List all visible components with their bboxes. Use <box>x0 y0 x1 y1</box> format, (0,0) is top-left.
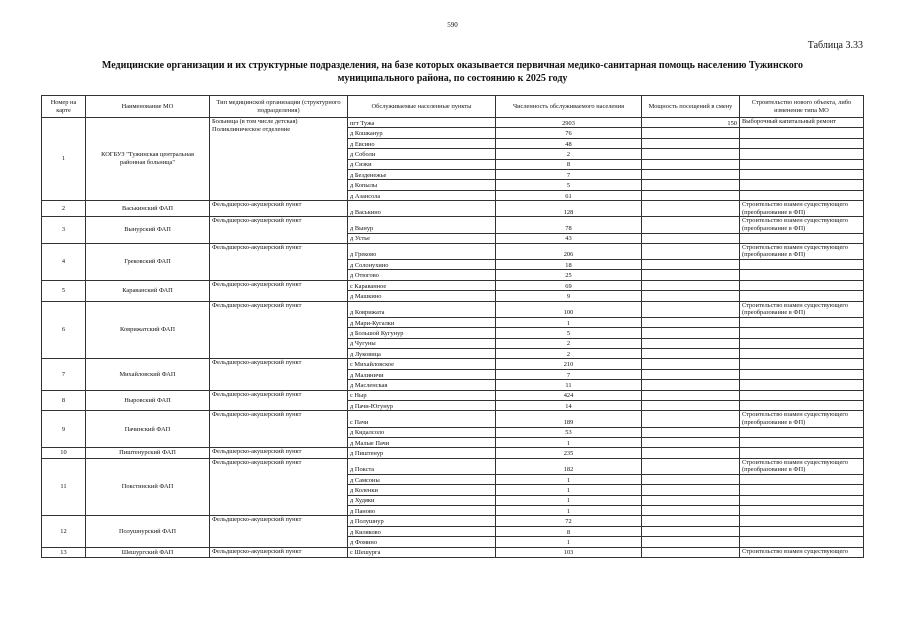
population-cell: 2 <box>496 149 642 159</box>
organization-type: Фельдшерско-акушерский пункт <box>210 411 348 448</box>
group-number: 8 <box>42 390 86 411</box>
construction-cell <box>740 448 864 458</box>
col-header-construction: Строительство нового объекта, либо изменение типа МО <box>740 96 864 118</box>
table-row <box>42 201 864 217</box>
settlement-cell: д Солонухино <box>348 260 496 270</box>
construction-cell: Строительство взамен существующего (преобразование в ФП) <box>740 411 864 427</box>
population-cell: 7 <box>496 369 642 379</box>
settlement-cell: с Михайловское <box>348 359 496 369</box>
capacity-cell <box>642 190 740 200</box>
settlement-cell: д Евсино <box>348 138 496 148</box>
settlement-cell: д Копылы <box>348 180 496 190</box>
group-number: 11 <box>42 458 86 516</box>
table-row <box>42 301 864 317</box>
settlement-cell: д Малые Пачи <box>348 437 496 447</box>
capacity-cell <box>642 328 740 338</box>
capacity-cell <box>642 526 740 536</box>
settlement-cell: д Васькино <box>348 201 496 217</box>
settlement-cell: д Вынур <box>348 217 496 233</box>
capacity-cell <box>642 291 740 301</box>
settlement-cell: д Паново <box>348 506 496 516</box>
capacity-cell <box>642 537 740 547</box>
table-row <box>42 547 864 557</box>
table-row <box>42 243 864 259</box>
population-cell: 128 <box>496 201 642 217</box>
settlement-cell: с Караванное <box>348 280 496 290</box>
title-line-2: муниципального района, по состоянию к 2025 году <box>337 73 568 84</box>
construction-cell: Выборочный капитальный ремонт <box>740 118 864 128</box>
construction-cell: Строительство взамен существующего (преобразование в ФП) <box>740 201 864 217</box>
capacity-cell <box>642 201 740 217</box>
settlement-cell: д Устье <box>348 233 496 243</box>
col-header-number: Номер на карте <box>42 96 86 118</box>
capacity-cell <box>642 349 740 359</box>
settlement-cell: д Полушнур <box>348 516 496 526</box>
capacity-cell <box>642 260 740 270</box>
group-number: 13 <box>42 547 86 557</box>
population-cell: 235 <box>496 448 642 458</box>
settlement-cell: д Пачи-Югунур <box>348 400 496 410</box>
population-cell: 182 <box>496 458 642 474</box>
population-cell: 8 <box>496 526 642 536</box>
construction-cell <box>740 437 864 447</box>
capacity-cell <box>642 180 740 190</box>
organization-type: Фельдшерско-акушерский пункт <box>210 280 348 301</box>
population-cell: 7 <box>496 169 642 179</box>
settlement-cell: д Самсоны <box>348 474 496 484</box>
organization-name: Ныровский ФАП <box>86 390 210 411</box>
construction-cell: Строительство взамен существующего (преобразование в ФП) <box>740 301 864 317</box>
construction-cell <box>740 537 864 547</box>
group-number: 7 <box>42 359 86 390</box>
settlement-cell: д Азансола <box>348 190 496 200</box>
population-cell: 9 <box>496 291 642 301</box>
construction-cell <box>740 390 864 400</box>
group-number: 9 <box>42 411 86 448</box>
construction-cell <box>740 138 864 148</box>
population-cell: 69 <box>496 280 642 290</box>
settlement-cell: д Греково <box>348 243 496 259</box>
construction-cell: Строительство взамен существующего (преобразование в ФП) <box>740 458 864 474</box>
capacity-cell: 150 <box>642 118 740 128</box>
table-body <box>42 118 864 558</box>
population-cell: 14 <box>496 400 642 410</box>
population-cell: 100 <box>496 301 642 317</box>
organization-type: Фельдшерско-акушерский пункт <box>210 201 348 217</box>
construction-cell <box>740 233 864 243</box>
construction-cell <box>740 328 864 338</box>
population-cell: 76 <box>496 128 642 138</box>
population-cell: 61 <box>496 190 642 200</box>
capacity-cell <box>642 359 740 369</box>
page-number: 590 <box>447 21 458 29</box>
settlement-cell: д Отюгово <box>348 270 496 280</box>
settlement-cell: с Ныр <box>348 390 496 400</box>
organization-name: Шешургский ФАП <box>86 547 210 557</box>
settlement-cell: с Шешурга <box>348 547 496 557</box>
capacity-cell <box>642 547 740 557</box>
population-cell: 210 <box>496 359 642 369</box>
settlement-cell: д Фомино <box>348 537 496 547</box>
capacity-cell <box>642 506 740 516</box>
capacity-cell <box>642 495 740 505</box>
group-number: 1 <box>42 118 86 201</box>
table-row <box>42 516 864 526</box>
construction-cell <box>740 291 864 301</box>
population-cell: 72 <box>496 516 642 526</box>
col-header-type: Тип медицинской организации (структурного подразделения) <box>210 96 348 118</box>
settlement-cell: д Киляково <box>348 526 496 536</box>
organization-name: Михайловский ФАП <box>86 359 210 390</box>
construction-cell <box>740 485 864 495</box>
settlement-cell: д Безденежье <box>348 169 496 179</box>
capacity-cell <box>642 516 740 526</box>
organization-type: Фельдшерско-акушерский пункт <box>210 547 348 557</box>
population-cell: 18 <box>496 260 642 270</box>
capacity-cell <box>642 474 740 484</box>
capacity-cell <box>642 149 740 159</box>
settlement-cell: д Пиштенур <box>348 448 496 458</box>
settlement-cell: д Малиничи <box>348 369 496 379</box>
organization-name: Пачинский ФАП <box>86 411 210 448</box>
capacity-cell <box>642 138 740 148</box>
population-cell: 1 <box>496 485 642 495</box>
settlement-cell: д Соболи <box>348 149 496 159</box>
construction-cell <box>740 338 864 348</box>
population-cell: 424 <box>496 390 642 400</box>
capacity-cell <box>642 128 740 138</box>
table-row <box>42 458 864 474</box>
construction-cell <box>740 149 864 159</box>
construction-cell <box>740 400 864 410</box>
population-cell: 206 <box>496 243 642 259</box>
construction-cell <box>740 474 864 484</box>
capacity-cell <box>642 169 740 179</box>
capacity-cell <box>642 270 740 280</box>
population-cell: 1 <box>496 506 642 516</box>
settlement-cell: д Чугуны <box>348 338 496 348</box>
organization-name: Васькинский ФАП <box>86 201 210 217</box>
organization-type: Больница (в том числе детская) Поликлиническое отделение <box>210 118 348 201</box>
group-number: 2 <box>42 201 86 217</box>
construction-cell <box>740 380 864 390</box>
settlement-cell: с Пачи <box>348 411 496 427</box>
population-cell: 1 <box>496 495 642 505</box>
capacity-cell <box>642 217 740 233</box>
population-cell: 5 <box>496 180 642 190</box>
population-cell: 78 <box>496 217 642 233</box>
settlement-cell: д Масленская <box>348 380 496 390</box>
capacity-cell <box>642 301 740 317</box>
table-row <box>42 448 864 458</box>
capacity-cell <box>642 458 740 474</box>
organization-type: Фельдшерско-акушерский пункт <box>210 217 348 244</box>
population-cell: 25 <box>496 270 642 280</box>
capacity-cell <box>642 243 740 259</box>
construction-cell <box>740 369 864 379</box>
population-cell: 1 <box>496 537 642 547</box>
settlement-cell: д Коврижата <box>348 301 496 317</box>
settlement-cell: пгт Тужа <box>348 118 496 128</box>
table-header-row <box>42 96 864 118</box>
construction-cell <box>740 495 864 505</box>
group-number: 10 <box>42 448 86 458</box>
settlement-cell: д Кидалсоло <box>348 427 496 437</box>
population-cell: 1 <box>496 317 642 327</box>
capacity-cell <box>642 280 740 290</box>
group-number: 4 <box>42 243 86 280</box>
organization-type: Фельдшерско-акушерский пункт <box>210 359 348 390</box>
col-header-population: Численность обслуживаемого населения <box>496 96 642 118</box>
table-row <box>42 118 864 128</box>
construction-cell <box>740 359 864 369</box>
settlement-cell: д Кошканур <box>348 128 496 138</box>
group-number: 12 <box>42 516 86 547</box>
organization-type: Фельдшерско-акушерский пункт <box>210 243 348 280</box>
organization-name: Полушнурский ФАП <box>86 516 210 547</box>
table-row <box>42 390 864 400</box>
construction-cell <box>740 427 864 437</box>
organization-name: Покстинский ФАП <box>86 458 210 516</box>
organization-type: Фельдшерско-акушерский пункт <box>210 390 348 411</box>
capacity-cell <box>642 159 740 169</box>
construction-cell <box>740 169 864 179</box>
construction-cell <box>740 270 864 280</box>
group-number: 6 <box>42 301 86 359</box>
population-cell: 8 <box>496 159 642 169</box>
title-line-1: Медицинские организации и их структурные подразделения, на базе которых оказывается первичная медико-санитарная помощь населению Тужинского <box>101 60 804 71</box>
capacity-cell <box>642 338 740 348</box>
capacity-cell <box>642 317 740 327</box>
construction-cell <box>740 349 864 359</box>
organization-type: Фельдшерско-акушерский пункт <box>210 301 348 359</box>
construction-cell <box>740 190 864 200</box>
settlement-cell: д Худяки <box>348 495 496 505</box>
population-cell: 2 <box>496 349 642 359</box>
medical-organizations-table <box>41 95 864 558</box>
capacity-cell <box>642 380 740 390</box>
construction-cell <box>740 159 864 169</box>
col-header-places: Обслуживаемые населенные пункты <box>348 96 496 118</box>
population-cell: 1 <box>496 474 642 484</box>
organization-type: Фельдшерско-акушерский пункт <box>210 516 348 547</box>
capacity-cell <box>642 437 740 447</box>
settlement-cell: д Большой Кугунур <box>348 328 496 338</box>
organization-name: Пиштенурский ФАП <box>86 448 210 458</box>
table-row <box>42 359 864 369</box>
construction-cell <box>740 526 864 536</box>
settlement-cell: д Машкино <box>348 291 496 301</box>
document-title <box>60 59 845 85</box>
organization-name: Грековский ФАП <box>86 243 210 280</box>
organization-name: Коврижатский ФАП <box>86 301 210 359</box>
population-cell: 103 <box>496 547 642 557</box>
organization-name: Вынурский ФАП <box>86 217 210 244</box>
construction-cell: Строительство взамен существующего (преобразование в ФП) <box>740 243 864 259</box>
group-number: 3 <box>42 217 86 244</box>
construction-cell <box>740 128 864 138</box>
construction-cell: Строительство взамен существующего <box>740 547 864 557</box>
capacity-cell <box>642 485 740 495</box>
settlement-cell: д Луковица <box>348 349 496 359</box>
population-cell: 48 <box>496 138 642 148</box>
construction-cell <box>740 506 864 516</box>
col-header-capacity: Мощность посещений в смену <box>642 96 740 118</box>
population-cell: 53 <box>496 427 642 437</box>
group-number: 5 <box>42 280 86 301</box>
capacity-cell <box>642 400 740 410</box>
population-cell: 2903 <box>496 118 642 128</box>
capacity-cell <box>642 369 740 379</box>
table-row <box>42 217 864 233</box>
table-row <box>42 280 864 290</box>
population-cell: 2 <box>496 338 642 348</box>
capacity-cell <box>642 390 740 400</box>
capacity-cell <box>642 448 740 458</box>
population-cell: 43 <box>496 233 642 243</box>
population-cell: 1 <box>496 437 642 447</box>
population-cell: 11 <box>496 380 642 390</box>
capacity-cell <box>642 233 740 243</box>
population-cell: 189 <box>496 411 642 427</box>
construction-cell <box>740 516 864 526</box>
construction-cell <box>740 280 864 290</box>
settlement-cell: д Коленки <box>348 485 496 495</box>
settlement-cell: д Мари-Кугалки <box>348 317 496 327</box>
construction-cell: Строительство взамен существующего (преобразование в ФП) <box>740 217 864 233</box>
col-header-name: Наименование МО <box>86 96 210 118</box>
organization-name: КОГБУЗ "Тужинская центральная районная больница" <box>86 118 210 201</box>
capacity-cell <box>642 411 740 427</box>
settlement-cell: д Покста <box>348 458 496 474</box>
organization-name: Караванский ФАП <box>86 280 210 301</box>
table-row <box>42 411 864 427</box>
construction-cell <box>740 260 864 270</box>
capacity-cell <box>642 427 740 437</box>
population-cell: 5 <box>496 328 642 338</box>
table-label: Таблица 3.33 <box>807 40 863 51</box>
construction-cell <box>740 317 864 327</box>
construction-cell <box>740 180 864 190</box>
organization-type: Фельдшерско-акушерский пункт <box>210 448 348 458</box>
settlement-cell: д Сизки <box>348 159 496 169</box>
organization-type: Фельдшерско-акушерский пункт <box>210 458 348 516</box>
